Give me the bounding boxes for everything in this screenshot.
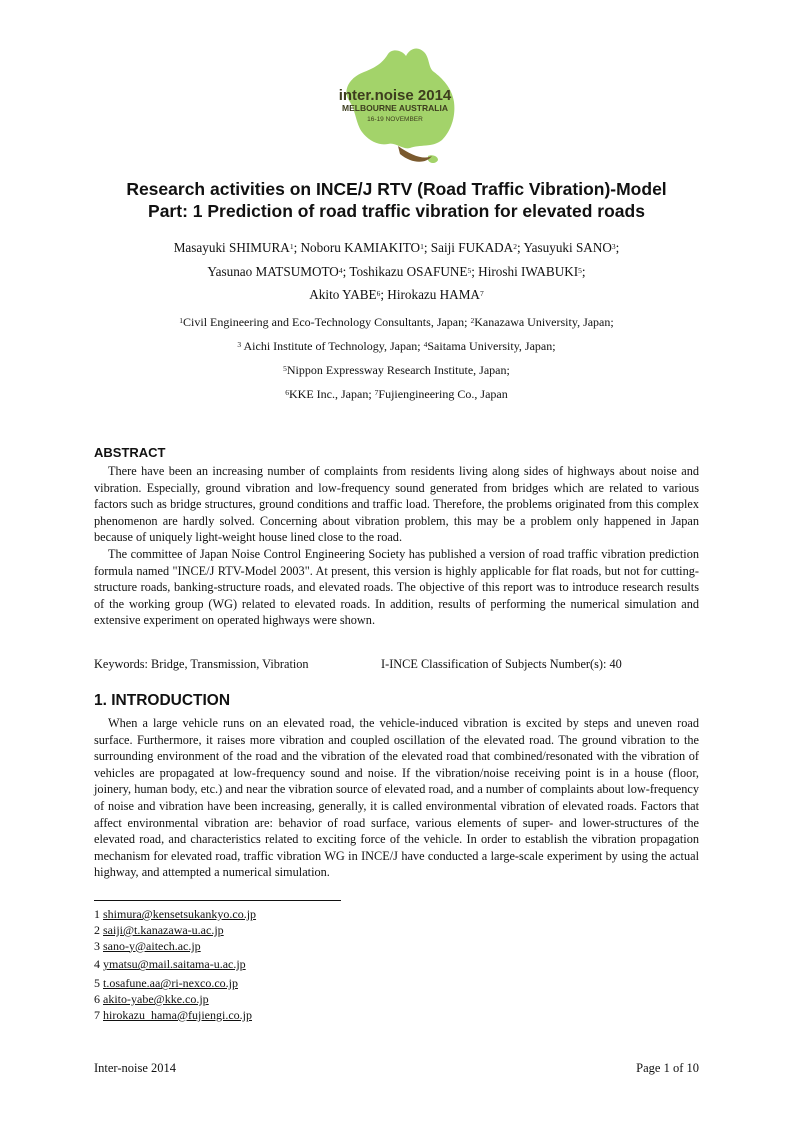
- affiliation-text: Fujiengineering Co., Japan: [378, 387, 508, 401]
- separator: ;: [423, 240, 431, 255]
- footnote-email-link[interactable]: akito-yabe@kke.co.jp: [103, 991, 209, 1006]
- footnote-divider: [94, 900, 341, 901]
- footnote: [94, 957, 256, 973]
- separator: ;: [471, 263, 479, 279]
- separator: ;: [380, 287, 388, 302]
- footnote: [94, 907, 256, 923]
- author-line: [0, 260, 793, 284]
- affiliation-marker: 4: [338, 265, 343, 275]
- author-name: Hirokazu HAMA: [387, 287, 480, 302]
- abstract-paragraph-1: There have been an increasing number of complaints from residents living along sides of highways about noise and vibration. Especially, ground vibration and low-frequency sound generated from bridges which are related to various factors such as bridge structures, ground conditions and traffic load. Therefore, the problems originated from this complex phenomenon are hardly solved. Concerning about vibration problem, this may be a problem only happened in Japan because of uniquely light-weight house lined close to the road.: [94, 464, 699, 545]
- introduction-body: [94, 715, 699, 881]
- tasmania-shape: [428, 155, 438, 163]
- affiliation-marker: 6: [285, 388, 290, 397]
- affiliation-marker: 2: [513, 242, 517, 251]
- affiliation-text: KKE Inc., Japan;: [289, 387, 375, 401]
- separator: ;: [293, 240, 301, 255]
- author-name: Noboru KAMIAKITO: [300, 240, 421, 255]
- author-name: Akito YABE: [309, 287, 377, 302]
- title-line-1: Research activities on INCE/J RTV (Road Traffic Vibration)-Model: [126, 179, 667, 199]
- affiliation-text: Kanazawa University, Japan;: [474, 315, 614, 329]
- footnote-email-link[interactable]: shimura@kensetsukankyo.co.jp: [103, 907, 257, 921]
- affiliation-marker: 1: [420, 242, 424, 251]
- author-name: Masayuki SHIMURA: [173, 240, 290, 255]
- author-name: Saiji FUKADA: [430, 240, 514, 255]
- affiliation-marker: 3: [611, 242, 616, 251]
- affiliation-text: Aichi Institute of Technology, Japan;: [241, 339, 424, 353]
- footer-conference: Inter-noise 2014: [94, 1061, 177, 1075]
- affiliation-line: [0, 334, 793, 358]
- separator: ;: [581, 263, 586, 279]
- separator: ;: [342, 263, 350, 279]
- affiliation-marker: 5: [578, 265, 582, 275]
- footnote-number: 6: [94, 991, 100, 1006]
- affiliation-marker: 6: [376, 289, 381, 298]
- affiliation-line: [0, 358, 793, 382]
- affiliation-list: [0, 310, 793, 406]
- separator: ;: [516, 240, 524, 255]
- affiliation-marker: 1: [289, 242, 294, 251]
- footnote: [94, 976, 256, 992]
- boomerang-shape: [398, 146, 432, 162]
- affiliation-marker: 4: [423, 340, 428, 349]
- footnote-number: 4: [94, 957, 100, 972]
- affiliation-text: Nippon Expressway Research Institute, Japan;: [286, 363, 510, 377]
- section-heading-introduction: 1. INTRODUCTION: [94, 692, 231, 709]
- introduction-paragraph-1: When a large vehicle runs on an elevated road, the vehicle-induced vibration is excited by steps and uneven road surface. Furthermore, it raises more vibration and coupled oscillation of the elevated road. The ground vibration to the surrounding environment of the road and the vibration of the elevated road that combined/resonated with the vibration of vehicles are propagated at low-frequency sound and noise. If the vibration/noise receiving point is in a house (floor, joinery, human body, etc.) and near the vibration source of elevated road, and a number of complaints about low-frequency of noise and vibration have been increasing, generally, it is called environmental vibration of elevated roads. Factors that affect environmental vibration are: behavior of road surface, various elements of super- and lower-structures of the elevated road, and characteristics related to exciting force of the vehicle. In order to establish the vibration propagation mechanism for elevated road, traffic vibration WG in INCE/J have conducted a large-scale experiment by using the actual highway, and attempted a numerical simulation.: [94, 716, 699, 880]
- classification: I-INCE Classification of Subjects Number(s): 40: [381, 657, 622, 671]
- author-name: Yasuyuki SANO: [523, 240, 612, 255]
- footnote-number: 2: [94, 922, 100, 937]
- author-list: [0, 236, 793, 307]
- abstract-heading: ABSTRACT: [94, 445, 166, 460]
- footnote-email-link[interactable]: ymatsu@mail.saitama-u.ac.jp: [103, 957, 246, 972]
- keywords: Keywords: Bridge, Transmission, Vibration: [94, 657, 309, 671]
- separator: ;: [615, 240, 620, 255]
- footnote-email-link[interactable]: sano-y@aitech.ac.jp: [103, 938, 201, 953]
- affiliation-text: Civil Engineering and Eco-Technology Consultants, Japan;: [183, 315, 471, 329]
- footnote: [94, 923, 256, 939]
- author-line: [0, 283, 793, 307]
- footnote: [94, 1008, 256, 1024]
- logo-dates: 16-19 NOVEMBER: [367, 116, 423, 123]
- footnote-number: 3: [94, 938, 100, 953]
- abstract-paragraph-2: The committee of Japan Noise Control Engineering Society has published a version of road traffic vibration prediction formula named "INCE/J RTV-Model 2003". At present, this version is highly applicable for flat roads, but not for cutting-structure roads, banking-structure roads, and elevated roads. The objective of this report was to introduce research results of the working group (WG) related to elevated roads. In addition, results of performing the numerical simulation and extensive experiment on operated highways were shown.: [94, 546, 699, 628]
- affiliation-marker: 5: [467, 265, 472, 275]
- affiliation-text: Saitama University, Japan;: [427, 339, 556, 353]
- conference-logo: [320, 44, 470, 172]
- affiliation-marker: 1: [179, 316, 184, 325]
- affiliation-marker: 2: [470, 316, 475, 325]
- footnote-email-link[interactable]: t.osafune.aa@ri-nexco.co.jp: [103, 976, 238, 991]
- author-name: Hiroshi IWABUKI: [478, 263, 579, 279]
- author-line: [0, 236, 793, 260]
- title-line-2: Part: 1 Prediction of road traffic vibration for elevated roads: [148, 201, 645, 221]
- abstract-body: [94, 463, 699, 629]
- affiliation-marker: 3: [237, 340, 242, 349]
- footnote: [94, 992, 256, 1008]
- footnote-number: 7: [94, 1007, 100, 1022]
- footnote-list: [94, 907, 256, 1024]
- affiliation-marker: 7: [479, 289, 484, 298]
- author-name: Toshikazu OSAFUNE: [349, 263, 468, 279]
- affiliation-marker: 5: [283, 364, 287, 373]
- footer-page-number: Page 1 of 10: [636, 1061, 699, 1075]
- logo-title: inter.noise 2014: [338, 87, 452, 104]
- author-name: Yasunao MATSUMOTO: [207, 263, 339, 279]
- footnote-number: 1: [94, 907, 100, 921]
- footnote: [94, 939, 256, 955]
- affiliation-marker: 7: [374, 388, 379, 397]
- affiliation-line: [0, 310, 793, 334]
- footnote-email-link[interactable]: hirokazu_hama@fujiengi.co.jp: [103, 1007, 253, 1022]
- affiliation-line: [0, 382, 793, 406]
- logo-location: MELBOURNE AUSTRALIA: [342, 103, 448, 113]
- paper-title: [0, 178, 793, 222]
- footnote-number: 5: [94, 976, 100, 991]
- footnote-email-link[interactable]: saiji@t.kanazawa-u.ac.jp: [103, 922, 224, 937]
